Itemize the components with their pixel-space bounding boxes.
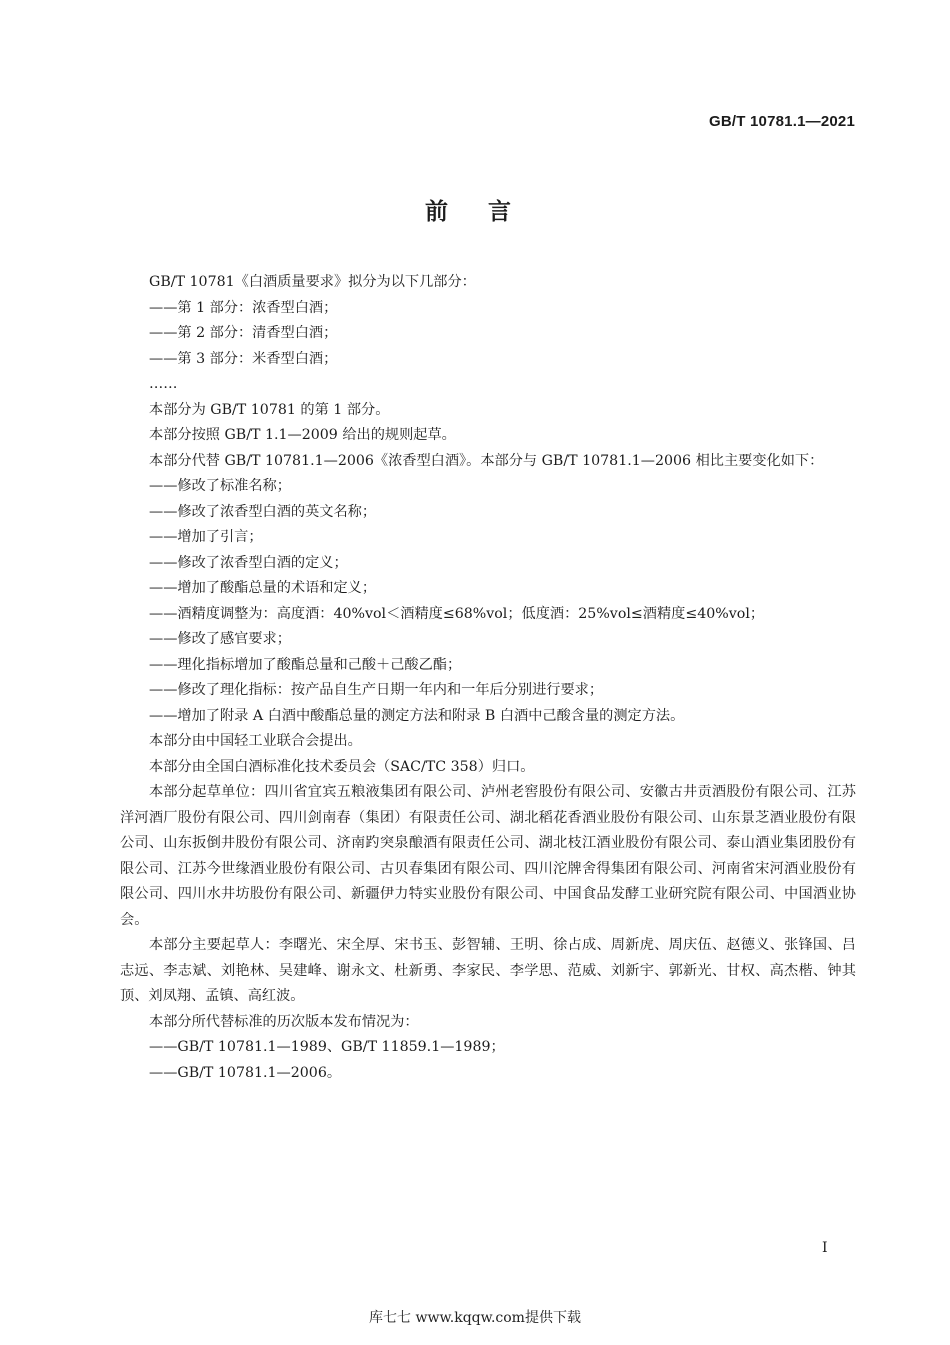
paragraph-replaces: 本部分代替 GB/T 10781.1—2006《浓香型白酒》。本部分与 GB/T 10781.1—2006 相比主要变化如下： xyxy=(149,452,824,469)
change-item: ——修改了浓香型白酒的定义； xyxy=(149,554,348,571)
change-item: ——理化指标增加了酸酯总量和己酸＋己酸乙酯； xyxy=(149,656,462,673)
change-item: ——修改了浓香型白酒的英文名称； xyxy=(149,503,377,520)
paragraph-proposer: 本部分由中国轻工业联合会提出。 xyxy=(149,733,362,749)
footer-watermark: 库七七 www.kqqw.com提供下载 xyxy=(369,1310,581,1326)
history-item: ——GB/T 10781.1—1989、GB/T 11859.1—1989； xyxy=(149,1039,505,1055)
standard-code: GB/T 10781.1—2021 xyxy=(709,113,855,130)
change-item: ——修改了感官要求； xyxy=(149,631,291,647)
change-item: ——增加了引言； xyxy=(149,529,263,545)
paragraph-drafters: 本部分主要起草人：李曙光、宋全厚、宋书玉、彭智辅、王明、徐占成、周新虎、周庆伍、赵德义、张锋国、吕志远、李志斌、刘艳林、吴建峰、谢永文、杜新勇、李家民、李学思、范威、刘新宇、郭新光、甘权、高杰楷、钟其顶、刘凤翔、孟镇、高红波。 xyxy=(120,937,856,1004)
list-item: ——第 1 部分：浓香型白酒； xyxy=(149,299,338,316)
change-item: ——酒精度调整为：高度酒：40%vol＜酒精度≤68%vol；低度酒：25%vol≤酒精度≤40%vol； xyxy=(149,605,765,622)
paragraph-committee: 本部分由全国白酒标准化技术委员会（SAC/TC 358）归口。 xyxy=(149,758,535,775)
history-item: ——GB/T 10781.1—2006。 xyxy=(149,1064,342,1081)
list-item: ——第 2 部分：清香型白酒； xyxy=(149,325,338,341)
foreword-body xyxy=(120,270,856,1086)
paragraph-intro: GB/T 10781《白酒质量要求》拟分为以下几部分： xyxy=(149,274,476,290)
change-item: ——修改了标准名称； xyxy=(149,478,291,494)
change-item: ——增加了酸酯总量的术语和定义； xyxy=(149,580,377,596)
list-item: ——第 3 部分：米香型白酒； xyxy=(149,350,338,367)
page-title: 前言 xyxy=(425,199,551,225)
paragraph-drafting-units: 本部分起草单位：四川省宜宾五粮液集团有限公司、泸州老窖股份有限公司、安徽古井贡酒股份有限公司、江苏洋河酒厂股份有限公司、四川剑南春（集团）有限责任公司、湖北稻花香酒业股份有限公司、山东景芝酒业股份有限公司、山东扳倒井股份有限公司、济南趵突泉酿酒有限责任公司、湖北枝江酒业股份有限公司、泰山酒业集团股份有限公司、江苏今世缘酒业股份有限公司、古贝春集团有限公司、四川沱牌舍得集团有限公司、河南省宋河酒业股份有限公司、四川水井坊股份有限公司、新疆伊力特实业股份有限公司、中国食品发酵工业研究院有限公司、中国酒业协会。 xyxy=(120,784,856,928)
ellipsis: …… xyxy=(149,376,178,392)
paragraph-history: 本部分所代替标准的历次版本发布情况为： xyxy=(149,1013,419,1030)
page-number: I xyxy=(822,1240,828,1256)
change-item: ——增加了附录 A 白酒中酸酯总量的测定方法和附录 B 白酒中己酸含量的测定方法。 xyxy=(149,707,685,724)
change-item: ——修改了理化指标：按产品自生产日期一年内和一年后分别进行要求； xyxy=(149,682,604,698)
paragraph: 本部分为 GB/T 10781 的第 1 部分。 xyxy=(149,401,390,418)
paragraph: 本部分按照 GB/T 1.1—2009 给出的规则起草。 xyxy=(149,427,456,443)
